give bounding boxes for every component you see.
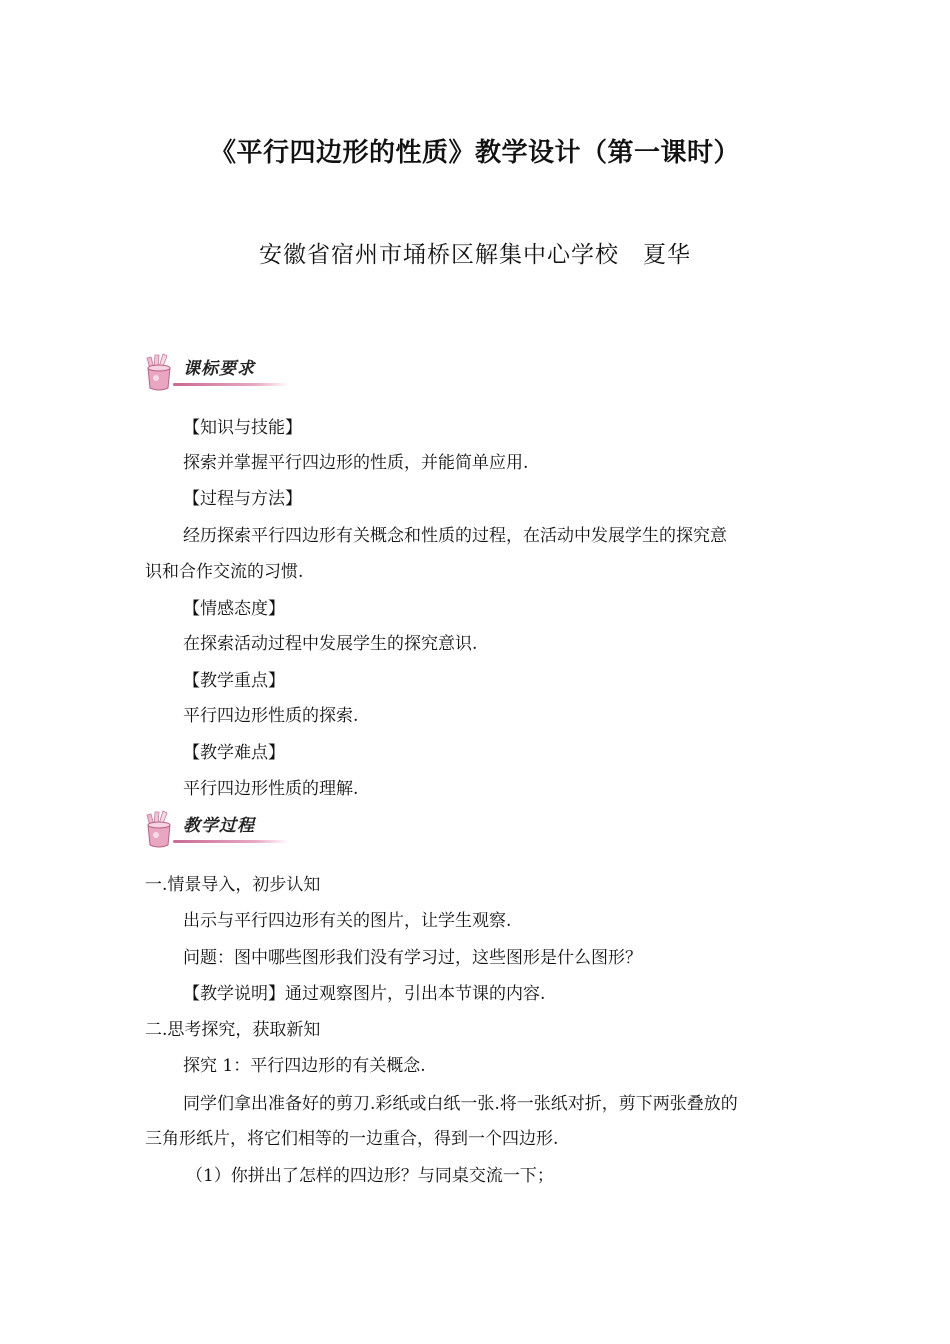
goal-line: 识和合作交流的习惯. bbox=[145, 562, 304, 582]
goal-line: 【教学难点】 bbox=[183, 743, 285, 763]
pencil-cup-icon bbox=[143, 809, 181, 849]
goal-line: 【教学重点】 bbox=[183, 671, 285, 691]
goal-line: 平行四边形性质的探索. bbox=[183, 706, 359, 726]
goal-line: 【知识与技能】 bbox=[183, 418, 302, 438]
process-line: 二.思考探究，获取新知 bbox=[145, 1020, 321, 1040]
section-header-curriculum bbox=[143, 352, 293, 392]
goal-line: 【过程与方法】 bbox=[183, 489, 302, 509]
process-line: 同学们拿出准备好的剪刀.彩纸或白纸一张.将一张纸对折，剪下两张叠放的 bbox=[183, 1094, 738, 1114]
document-title: 《平行四边形的性质》教学设计（第一课时） bbox=[209, 138, 740, 168]
section-underline bbox=[173, 840, 289, 843]
process-line: 问题：图中哪些图形我们没有学习过，这些图形是什么图形？ bbox=[183, 948, 642, 968]
section-header-process bbox=[143, 809, 293, 849]
process-line: 三角形纸片，将它们相等的一边重合，得到一个四边形. bbox=[145, 1129, 559, 1149]
goal-line: 经历探索平行四边形有关概念和性质的过程，在活动中发展学生的探究意 bbox=[183, 526, 727, 546]
goal-line: 【情感态度】 bbox=[183, 599, 285, 619]
process-line: 一.情景导入，初步认知 bbox=[145, 875, 321, 895]
goal-line: 平行四边形性质的理解. bbox=[183, 779, 359, 799]
section-underline bbox=[173, 383, 289, 386]
process-line: 出示与平行四边形有关的图片，让学生观察. bbox=[183, 911, 512, 931]
process-line: 探究 1：平行四边形的有关概念. bbox=[183, 1056, 426, 1076]
process-line: 【教学说明】通过观察图片，引出本节课的内容. bbox=[183, 984, 546, 1004]
section-label: 教学过程 bbox=[183, 816, 255, 836]
goal-line: 在探索活动过程中发展学生的探究意识. bbox=[183, 634, 478, 654]
section-label: 课标要求 bbox=[183, 359, 255, 379]
pencil-cup-icon bbox=[143, 352, 181, 392]
author-line: 安徽省宿州市埇桥区解集中心学校 夏华 bbox=[259, 242, 691, 268]
goal-line: 探索并掌握平行四边形的性质，并能简单应用. bbox=[183, 453, 529, 473]
process-line: （1）你拼出了怎样的四边形？与同桌交流一下； bbox=[186, 1166, 554, 1186]
